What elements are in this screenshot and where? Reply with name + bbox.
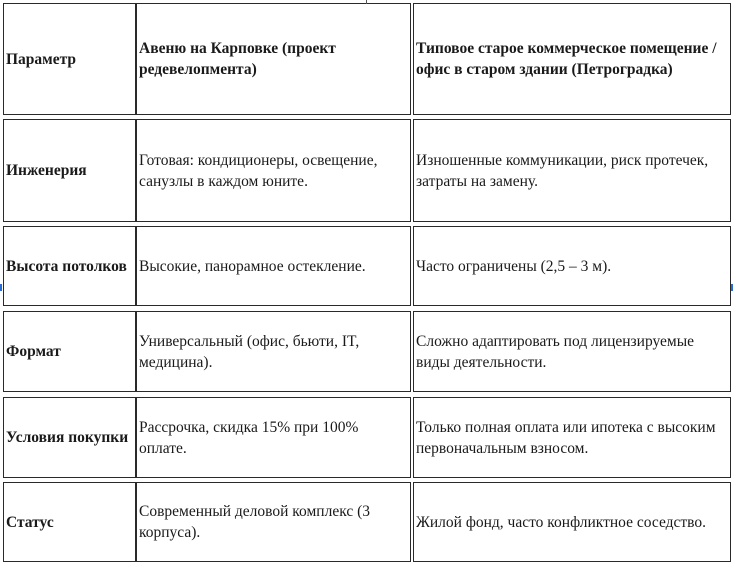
row-status-old-text: Жилой фонд, часто конфликтное соседство. xyxy=(416,513,707,531)
row-status-param-text: Статус xyxy=(6,513,54,531)
row-format-old-text: Сложно адаптировать под лицензируемые виды деятельности. xyxy=(416,332,695,371)
row-engineering-old-text: Изношенные коммуникации, риск протечек, затраты на замену. xyxy=(416,151,709,190)
row-format-avenue-text: Универсальный (офис, бьюти, IT, медицина). xyxy=(139,332,360,371)
row-purchase-old xyxy=(413,397,731,478)
row-engineering-old xyxy=(413,119,731,222)
row-ceiling-old xyxy=(413,226,731,306)
right-resize-marker[interactable] xyxy=(731,284,733,291)
row-purchase-param-text: Условия покупки xyxy=(6,429,129,446)
header-avenue xyxy=(136,3,411,115)
row-purchase-avenue xyxy=(136,397,411,478)
row-ceiling-old-text: Часто ограничены (2,5 – 3 м). xyxy=(416,257,612,275)
row-purchase-param xyxy=(3,397,136,478)
row-ceiling-avenue xyxy=(136,226,411,306)
header-param xyxy=(3,3,136,115)
row-status-param xyxy=(3,482,136,562)
row-purchase-old-text: Только полная оплата или ипотека с высоким первоначальным взносом. xyxy=(416,418,716,457)
row-engineering-param-text: Инженерия xyxy=(6,162,87,179)
row-format-old xyxy=(413,311,731,392)
row-status-avenue-text: Современный деловой комплекс (3 корпуса). xyxy=(139,503,371,541)
left-resize-marker[interactable] xyxy=(0,284,2,291)
row-purchase-avenue-text: Рассрочка, скидка 15% при 100% оплате. xyxy=(139,418,359,457)
header-old xyxy=(413,3,731,115)
row-engineering-avenue-text: Готовая: кондиционеры, освещение, санузлы в каждом юните. xyxy=(139,151,378,190)
header-old-text: Типовое старое коммерческое помещение / офис в старом здании (Петроградка) xyxy=(416,40,717,78)
header-avenue-text: Авеню на Карповке (проект редевелопмента) xyxy=(139,40,336,78)
column-tick-mark xyxy=(366,0,367,4)
row-engineering-param xyxy=(3,119,136,222)
row-format-avenue xyxy=(136,311,411,392)
row-status-avenue xyxy=(136,482,411,562)
row-ceiling-avenue-text: Высокие, панорамное остекление. xyxy=(139,257,366,275)
row-format-param-text: Формат xyxy=(6,343,61,360)
header-param-text: Параметр xyxy=(6,50,77,68)
row-engineering-avenue xyxy=(136,119,411,222)
row-ceiling-param-text: Высота потолков xyxy=(6,257,127,275)
row-status-old xyxy=(413,482,731,562)
row-format-param xyxy=(3,311,136,392)
row-ceiling-param xyxy=(3,226,136,306)
